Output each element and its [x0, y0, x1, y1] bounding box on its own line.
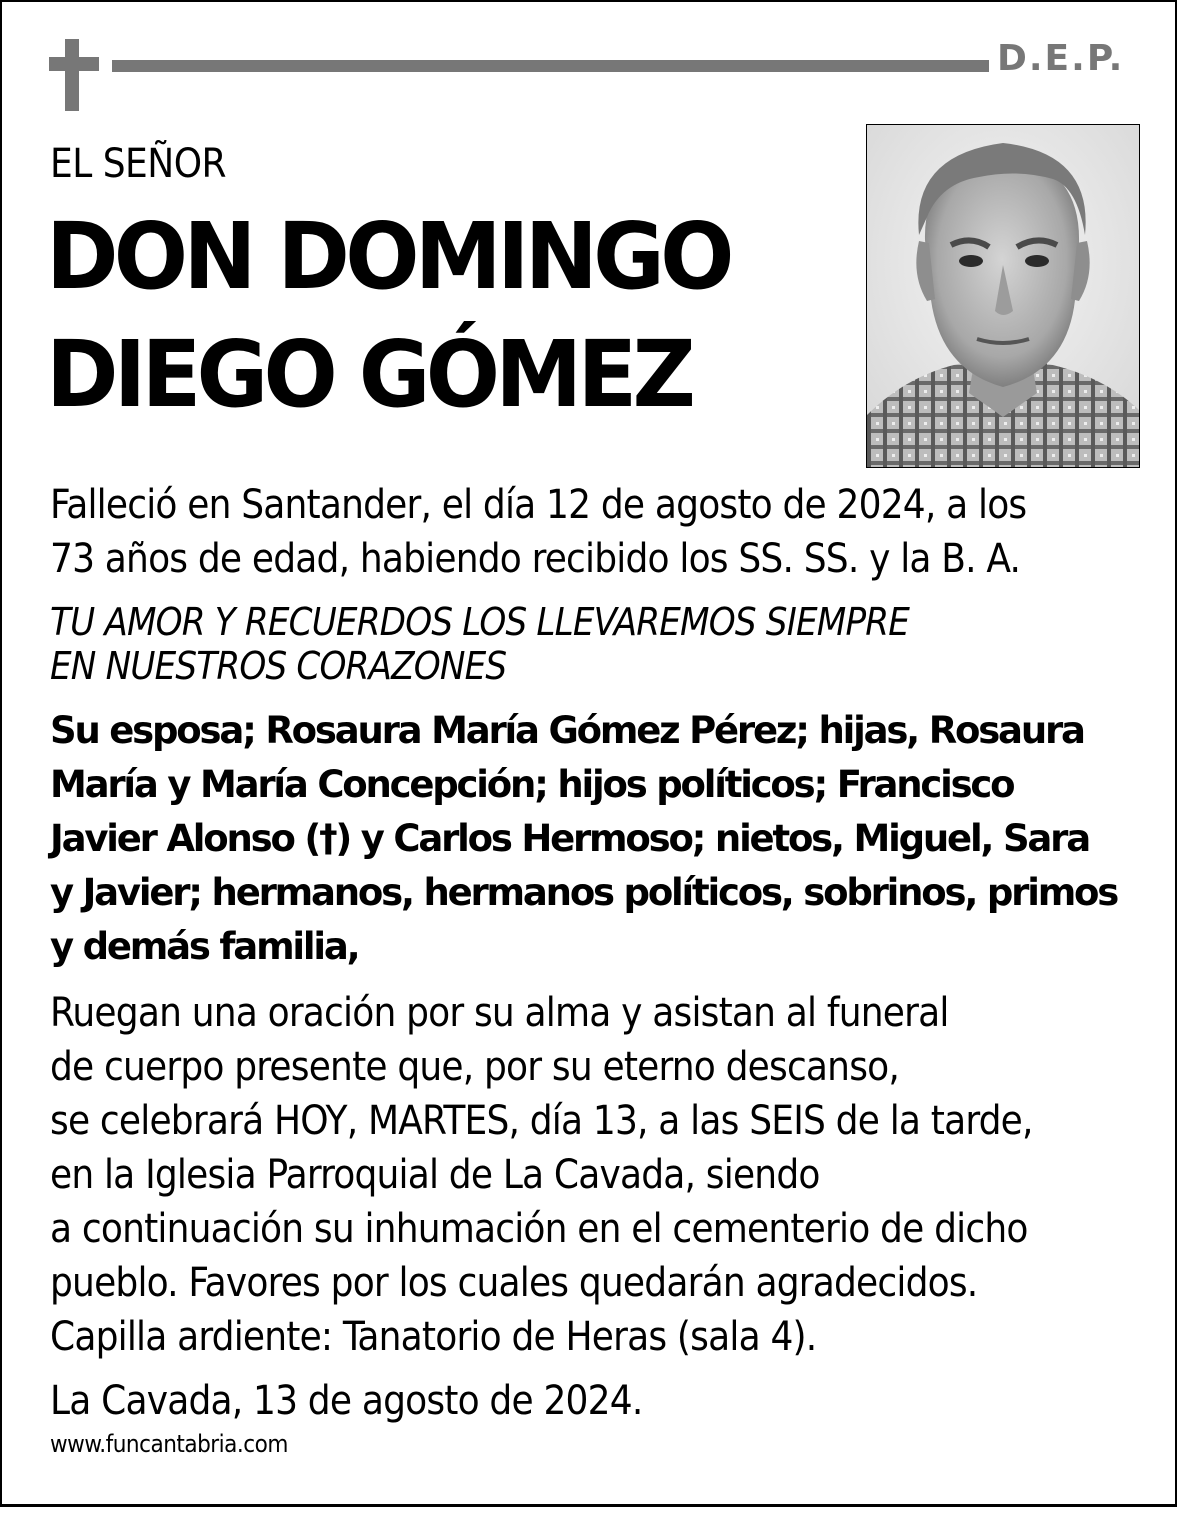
name-line-2: DIEGO GÓMEZ	[46, 321, 692, 428]
portrait-image	[867, 125, 1139, 467]
family-line: María y María Concepción; hijos políticos; Francisco	[50, 763, 1014, 806]
honorific: EL SEÑOR	[50, 141, 227, 187]
family-line: Javier Alonso (†) y Carlos Hermoso; nietos, Miguel, Sara	[50, 817, 1089, 860]
family-line: y Javier; hermanos, hermanos políticos, sobrinos, primos	[50, 871, 1118, 914]
death-line: Falleció en Santander, el día 12 de agosto de 2024, a los	[50, 482, 1027, 528]
deceased-name	[46, 198, 806, 434]
cross-icon	[65, 39, 79, 111]
death-line: 73 años de edad, habiendo recibido los SS. SS. y la B. A.	[50, 536, 1021, 582]
service-line: Capilla ardiente: Tanatorio de Heras (sala 4).	[50, 1314, 817, 1360]
epitaph	[50, 600, 1150, 688]
epitaph-line: EN NUESTROS CORAZONES	[50, 644, 507, 688]
family-list	[50, 704, 1150, 974]
portrait-photo	[866, 124, 1140, 468]
family-line: y demás familia,	[50, 925, 359, 968]
service-details	[50, 986, 1150, 1364]
website-link[interactable]: www.funcantabria.com	[50, 1430, 288, 1458]
cross-icon-bar	[49, 57, 99, 71]
service-line: a continuación su inhumación en el cementerio de dicho	[50, 1206, 1028, 1252]
service-line: Ruegan una oración por su alma y asistan al funeral	[50, 990, 949, 1036]
service-line: se celebrará HOY, MARTES, día 13, a las SEIS de la tarde,	[50, 1098, 1033, 1144]
service-line: pueblo. Favores por los cuales quedarán agradecidos.	[50, 1260, 978, 1306]
epitaph-line: TU AMOR Y RECUERDOS LOS LLEVAREMOS SIEMPRE	[50, 600, 910, 644]
name-line-1: DON DOMINGO	[46, 203, 730, 310]
place-date: La Cavada, 13 de agosto de 2024.	[50, 1378, 643, 1424]
service-line: en la Iglesia Parroquial de La Cavada, siendo	[50, 1152, 820, 1198]
dep-mark: D.E.P.	[997, 38, 1125, 79]
header-rule	[112, 60, 989, 72]
header	[2, 2, 1179, 122]
family-line: Su esposa; Rosaura María Gómez Pérez; hijas, Rosaura	[50, 709, 1084, 752]
service-line: de cuerpo presente que, por su eterno descanso,	[50, 1044, 899, 1090]
death-notice	[50, 478, 1150, 586]
